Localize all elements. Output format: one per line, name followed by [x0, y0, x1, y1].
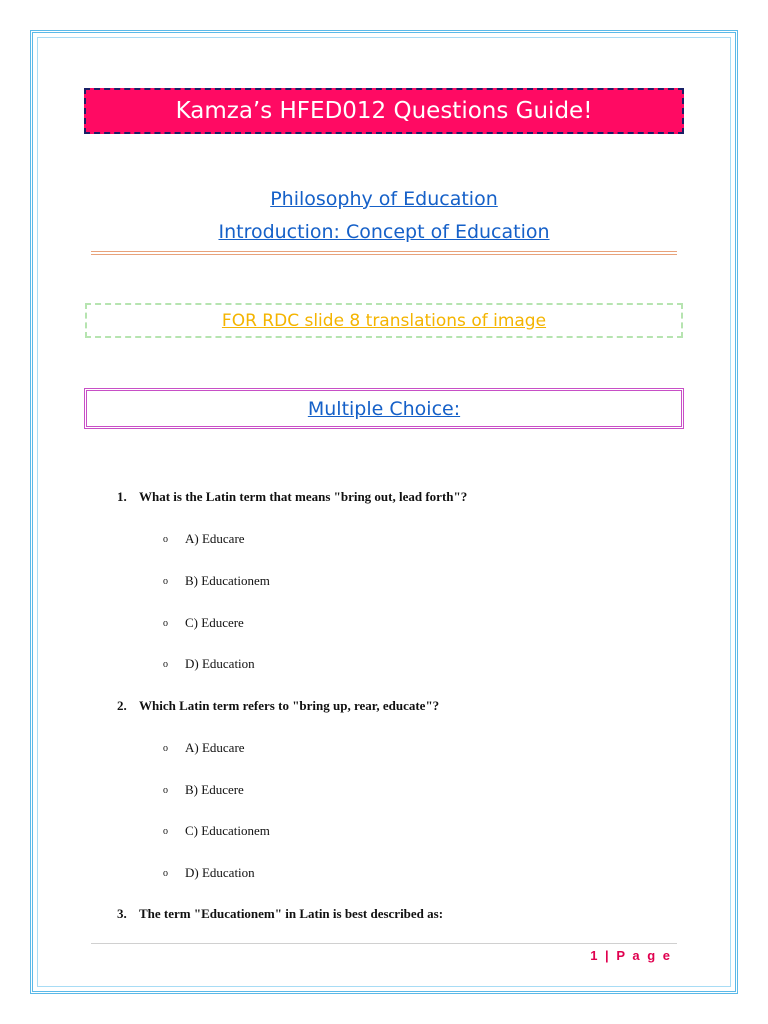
option-text: D) Education	[185, 656, 255, 671]
question-3	[117, 906, 443, 922]
question-2-option-d	[163, 865, 255, 881]
heading-divider	[91, 251, 677, 255]
option-text: A) Educare	[185, 740, 245, 755]
page-separator: |	[605, 948, 611, 963]
circle-bullet-icon: o	[163, 785, 168, 796]
circle-bullet-icon: o	[163, 743, 168, 754]
page-footer	[590, 948, 672, 963]
question-text: Which Latin term refers to "bring up, rear, educate"?	[139, 698, 440, 713]
footer-divider	[91, 943, 677, 944]
page-number: 1	[590, 948, 600, 963]
option-text: A) Educare	[185, 531, 245, 546]
question-number: 2.	[117, 698, 127, 713]
question-1-option-c	[163, 615, 244, 631]
question-2-option-c	[163, 823, 270, 839]
question-number: 3.	[117, 906, 127, 921]
question-number: 1.	[117, 489, 127, 504]
option-text: D) Education	[185, 865, 255, 880]
section-heading: Multiple Choice:	[84, 388, 684, 429]
option-text: B) Educationem	[185, 573, 270, 588]
circle-bullet-icon: o	[163, 576, 168, 587]
option-text: C) Educationem	[185, 823, 270, 838]
question-1-option-d	[163, 656, 255, 672]
circle-bullet-icon: o	[163, 659, 168, 670]
topic-heading: Introduction: Concept of Education	[218, 221, 550, 243]
option-text: C) Educere	[185, 615, 244, 630]
document-title: Kamza’s HFED012 Questions Guide!	[84, 88, 684, 134]
question-2	[117, 698, 439, 714]
option-text: B) Educere	[185, 782, 244, 797]
question-2-option-b	[163, 782, 244, 798]
rdc-note: FOR RDC slide 8 translations of image	[85, 303, 683, 338]
circle-bullet-icon: o	[163, 618, 168, 629]
circle-bullet-icon: o	[163, 868, 168, 879]
question-1-option-a	[163, 531, 245, 547]
circle-bullet-icon: o	[163, 534, 168, 545]
question-1-option-b	[163, 573, 270, 589]
page-label: P a g e	[616, 948, 672, 963]
circle-bullet-icon: o	[163, 826, 168, 837]
subject-heading: Philosophy of Education	[270, 188, 498, 210]
page-border	[30, 30, 738, 994]
question-text: The term "Educationem" in Latin is best described as:	[139, 906, 444, 921]
question-2-option-a	[163, 740, 245, 756]
question-1	[117, 489, 467, 505]
question-text: What is the Latin term that means "bring out, lead forth"?	[139, 489, 468, 504]
